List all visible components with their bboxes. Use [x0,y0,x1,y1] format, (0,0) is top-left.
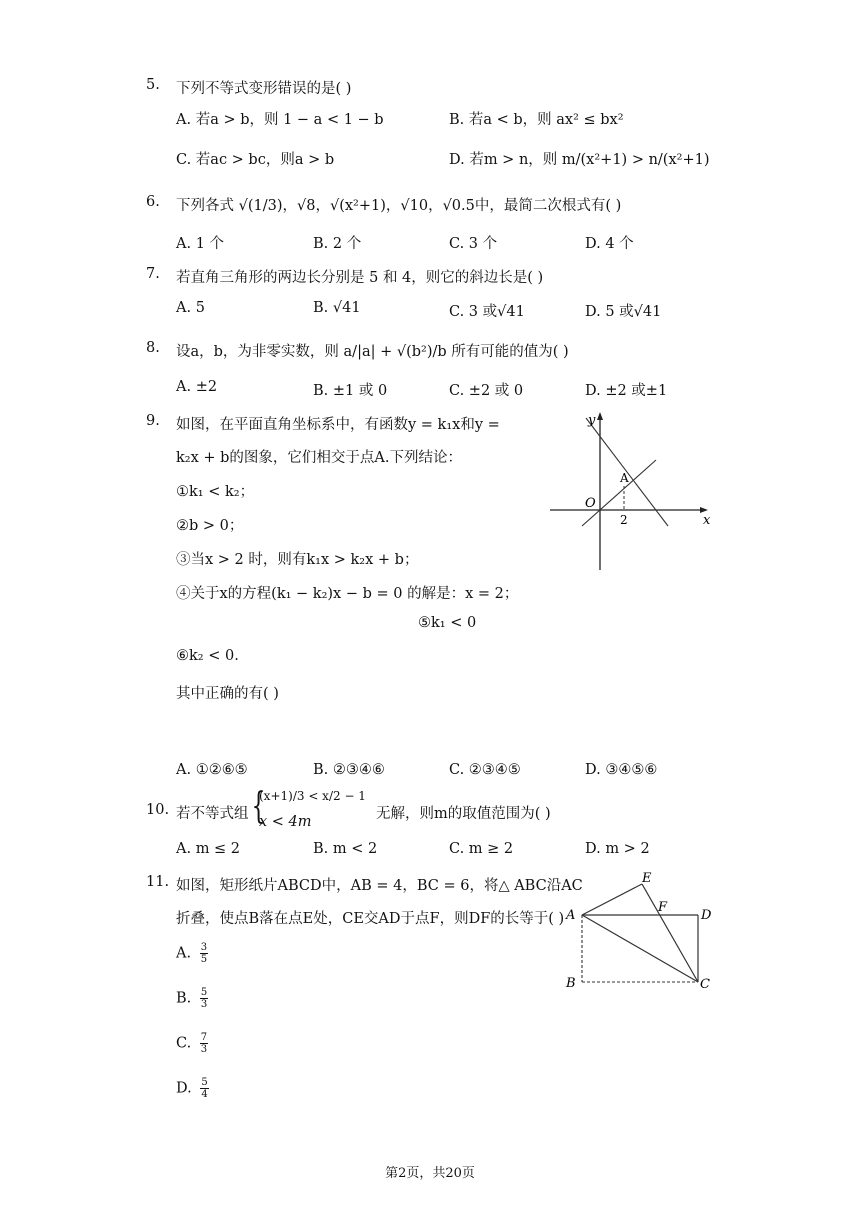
q7-stem: 若直角三角形的两边长分别是 5 和 4，则它的斜边长是( ) [176,270,544,286]
q9-label-x: x [703,513,711,528]
q10-post: 无解，则m的取值范围为( ) [376,806,551,822]
q7-option-b[interactable]: B. √41 [313,300,361,316]
q9-statement-3: ③当x > 2 时，则有k₁x > k₂x + b； [176,552,419,568]
q10-option-a[interactable]: A. m ≤ 2 [176,841,241,857]
q11-option-c-den: 3 [200,1044,208,1055]
q5-stem: 下列不等式变形错误的是( ) [176,81,352,97]
q9-coordinate-figure [548,408,718,574]
q9-label-a: A [620,471,629,485]
q9-label-2: 2 [620,513,628,527]
q11-label-d: D [701,908,712,923]
q10-inequality-2: x < 4m [259,814,312,830]
q9-ask: 其中正确的有( ) [176,686,279,702]
q11-label-e: E [642,871,652,886]
q10-pre: 若不等式组 [176,806,249,822]
q9-line2: k₂x + b的图象，它们相交于点A.下列结论： [176,450,463,466]
q10-inequality-1: (x+1)/3 < x/2 − 1 [259,789,366,803]
q10-number: 10. [146,802,170,818]
q9-label-o: O [585,496,596,511]
q11-segment-ec [642,884,698,982]
q11-option-c-fraction [200,1032,208,1055]
q11-option-b-label: B. [176,990,192,1007]
q11-option-b-fraction [200,987,208,1010]
q9-option-d[interactable]: D. ③④⑤⑥ [585,762,658,778]
q11-option-c-label: C. [176,1035,192,1052]
q8-stem: 设a，b，为非零实数，则 a/|a| + √(b²)/b 所有可能的值为( ) [176,344,569,360]
q5-option-c[interactable]: C. 若ac > bc，则a > b [176,152,335,168]
q8-number: 8. [146,340,160,356]
q11-option-c-num: 7 [200,1032,208,1043]
q11-option-c[interactable] [176,1032,208,1055]
q11-option-b-num: 5 [200,987,208,998]
q6-option-b[interactable]: B. 2 个 [313,236,362,252]
q9-statement-1: ①k₁ < k₂； [176,484,255,500]
q8-option-a[interactable]: A. ±2 [176,379,218,395]
q10-option-b[interactable]: B. m < 2 [313,841,378,857]
q7-option-c[interactable]: C. 3 或√41 [449,304,525,320]
q9-y-arrow [597,412,603,420]
q9-label-y: y [588,413,596,428]
q11-diagonal-ac [582,915,698,982]
q8-option-d[interactable]: D. ±2 或±1 [585,383,668,399]
q5-option-a[interactable]: A. 若a > b，则 1 − a < 1 − b [176,112,384,128]
q10-brace: { [251,786,266,827]
q10-option-d[interactable]: D. m > 2 [585,841,650,857]
q11-label-b: B [566,976,576,991]
q6-option-d[interactable]: D. 4 个 [585,236,634,252]
q11-option-a-fraction [200,942,208,965]
q11-rectangle-figure [562,866,722,996]
q9-statement-4: ④关于x的方程(k₁ − k₂)x − b = 0 的解是：x = 2； [176,586,519,602]
q8-option-c[interactable]: C. ±2 或 0 [449,383,524,399]
q11-option-a-label: A. [176,945,192,962]
q11-option-d-label: D. [176,1080,192,1097]
q9-line-k1 [582,460,656,526]
q11-option-a[interactable] [176,942,208,965]
q11-number: 11. [146,874,170,890]
q5-number: 5. [146,77,160,93]
q6-option-a[interactable]: A. 1 个 [176,236,225,252]
q9-line1: 如图，在平面直角坐标系中，有函数y = k₁x和y = [176,417,500,433]
q11-option-d-den: 4 [201,1089,208,1100]
q10-option-c[interactable]: C. m ≥ 2 [449,841,514,857]
q5-option-d[interactable]: D. 若m > n，则 m/(x²+1) > n/(x²+1) [449,152,710,168]
q5-option-b[interactable]: B. 若a < b，则 ax² ≤ bx² [449,112,624,128]
q9-statement-2: ②b > 0； [176,518,244,534]
q9-statement-6: ⑥k₂ < 0. [176,648,239,664]
q7-option-d[interactable]: D. 5 或√41 [585,304,662,320]
q9-option-c[interactable]: C. ②③④⑤ [449,762,521,778]
q11-option-a-num: 3 [200,942,208,953]
q11-label-f: F [658,900,668,915]
q8-option-b[interactable]: B. ±1 或 0 [313,383,388,399]
q11-label-c: C [700,977,710,992]
page-footer: 第2页，共20页 [385,1166,475,1181]
q9-option-a[interactable]: A. ①②⑥⑤ [176,762,248,778]
q7-number: 7. [146,266,160,282]
q11-option-d-fraction [200,1077,208,1100]
q9-statement-5: ⑤k₁ < 0 [418,615,477,631]
q11-segment-ae [582,884,642,915]
q7-option-a[interactable]: A. 5 [176,300,205,316]
q9-number: 9. [146,413,160,429]
q11-option-a-den: 5 [200,954,208,965]
q6-stem: 下列各式 √(1/3)，√8，√(x²+1)，√10，√0.5中，最简二次根式有( ) [176,198,622,214]
q11-label-a: A [566,908,576,923]
q6-number: 6. [146,194,160,210]
q6-option-c[interactable]: C. 3 个 [449,236,498,252]
q11-line2: 折叠，使点B落在点E处，CE交AD于点F，则DF的长等于( ) [176,911,565,927]
q11-option-d[interactable] [176,1077,209,1100]
q11-option-d-num: 5 [201,1077,208,1088]
q11-option-b[interactable] [176,987,208,1010]
q11-option-b-den: 3 [200,999,208,1010]
q9-option-b[interactable]: B. ②③④⑥ [313,762,385,778]
q11-line1: 如图，矩形纸片ABCD中，AB = 4，BC = 6，将△ ABC沿AC [176,878,583,894]
